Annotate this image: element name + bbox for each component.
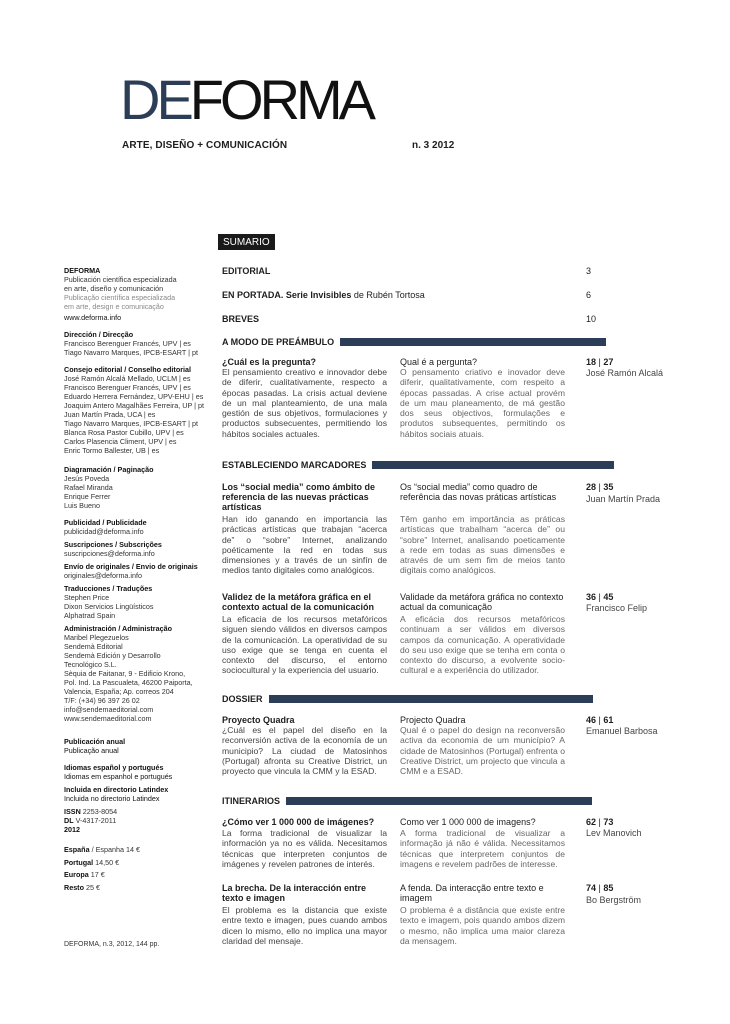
section-marcadores-label: ESTABLECIENDO MARCADORES <box>222 460 367 470</box>
consejo-item: Blanca Rosa Pastor Cubillo, UPV | es <box>64 428 184 437</box>
latindex-block <box>64 785 214 803</box>
article-1-body-pt: O pensamento criativo e inovador deve diferir, qualitativamente, com respeito a épocas passadas. A crise actual provém de um mau planeamento, de má gestão dos seus objectivos, formulações e produtos subsequentes, permitindo os hábitos sociais atuais. <box>400 367 565 439</box>
direccion-block <box>64 330 214 357</box>
toc-editorial: EDITORIAL <box>222 266 271 276</box>
pub-pt: Publicação anual <box>64 746 119 755</box>
traducciones-item: Dixon Servicios Lingüísticos <box>64 602 154 611</box>
price-es-sep: / <box>89 845 96 854</box>
sidebar-title: DEFORMA <box>64 266 101 275</box>
section-dossier <box>222 694 593 704</box>
sidebar-desc-es: Publicación científica especializada en arte, diseño y comunicación <box>64 275 177 293</box>
envio-email: originales@deforma.info <box>64 571 143 580</box>
article-5-title-es: ¿Cómo ver 1 000 000 de imágenes? <box>222 817 375 827</box>
year: 2012 <box>64 825 80 834</box>
article-6-pages: 74 | 85 <box>586 883 614 893</box>
consejo-item: Joaquim Antero Magalhães Ferreira, UP | pt <box>64 401 204 410</box>
idiomas-block <box>64 763 214 781</box>
article-2-title-es: Los “social media” como ámbito de referencia de las nuevas prácticas artísticas <box>222 482 376 512</box>
article-1-pages: 18 | 27 <box>586 357 614 367</box>
section-itinerarios-label: ITINERARIOS <box>222 796 281 806</box>
issn-block <box>64 807 214 834</box>
article-2-body-pt: Têm ganho em importância as práticas artísticas que trabalham “acerca de” ou “sobre” Internet, analisando poeticamente a rede em todas as suas dimensões e através de um sem fim de meios tanto digitais como analógicos. <box>400 514 565 576</box>
article-2-body-es: Han ido ganando en importancia las prácticas artísticas que trabajan “acerca de” o “sobre” Internet, analizando poéticamente la red en todas sus dimensiones y a través de un sinfín de medios tanto digitales como analógicos. <box>222 514 387 576</box>
prices-block <box>64 844 214 894</box>
article-5-pages: 62 | 73 <box>586 817 614 827</box>
issn-value: 2253-8054 <box>82 807 118 816</box>
toc-breves-page: 10 <box>586 314 597 324</box>
administracion-item: Maribel Plegezuelos <box>64 633 129 642</box>
article-4-body-es: ¿Cuál es el papel del diseño en la reconversión activa de la economía de un municipio? La ciudad de Matosinhos (Portugal) afronta su Creative District, un proyecto que vincula la CMM y la ESAD. <box>222 725 387 777</box>
section-bar <box>340 338 606 346</box>
price-es-label: España <box>64 845 90 854</box>
consejo-item: Juan Martín Prada, UCA | es <box>64 410 156 419</box>
sidebar <box>64 266 214 894</box>
diagramacion-block <box>64 465 214 510</box>
traducciones-label: Traducciones / Traduções <box>64 584 153 593</box>
article-5-body-es: La forma tradicional de visualizar la información ya no es válida. Necesitamos técnicas que interpreten conjuntos de imágenes y revelen patrones de interés. <box>222 828 387 869</box>
price-pt-label: Portugal <box>64 857 94 867</box>
traducciones-item: Alphatrad Spain <box>64 611 116 620</box>
article-5-author: Lev Manovich <box>586 828 642 838</box>
section-bar <box>269 695 593 703</box>
administracion-block <box>64 624 214 723</box>
direccion-item: Tiago Navarro Marques, IPCB-ESART | pt <box>64 348 198 357</box>
consejo-item: Enric Tormo Ballester, UB | es <box>64 446 160 455</box>
deforma-logo <box>120 68 373 131</box>
administracion-item: Valencia, España; Ap. correos 204 <box>64 687 174 696</box>
price-eu-label: Europa <box>64 870 89 879</box>
diagramacion-item: Luis Bueno <box>64 501 100 510</box>
pub-es: Publicación anual <box>64 737 126 746</box>
article-6-body-es: El problema es la distancia que existe entre texto e imagen, pues cuando ambos dicen lo mismo, ello no implica una mayor claridad del mensaje. <box>222 905 387 946</box>
dl-value: V-4317-2011 <box>75 816 117 825</box>
publicidad-block <box>64 518 214 536</box>
logo-forma: FORMA <box>189 68 373 131</box>
toc-breves: BREVES <box>222 314 260 324</box>
article-4-title-pt: Projecto Quadra <box>400 715 466 725</box>
publicidad-label: Publicidad / Publicidade <box>64 518 147 527</box>
logo-de: DE <box>120 68 190 131</box>
section-dossier-label: DOSSIER <box>222 694 263 704</box>
toc-editorial-page: 3 <box>586 266 592 276</box>
article-6-author: Bo Bergström <box>586 895 642 905</box>
article-1-body-es: El pensamiento creativo e innovador debe de diferir, cualitativamente, respecto a épocas pasadas. La crisis actual deviene de un mal planteamiento, de una mala gestión de sus objetivos, formulaciones y productos subsecuentes, permitiendo los hábitos sociales actuales. <box>222 367 387 439</box>
article-3-pages: 36 | 45 <box>586 592 614 602</box>
toc-portada-by: de Rubén Tortosa <box>351 290 425 300</box>
article-1-title-es: ¿Cuál es la pregunta? <box>222 357 317 367</box>
administracion-item: Sendemà Editorial <box>64 642 123 651</box>
tagline: ARTE, DISEÑO + COMUNICACIÓN <box>122 140 288 151</box>
article-2-pages: 28 | 35 <box>586 482 614 492</box>
price-es-value: Espanha 14 € <box>95 845 140 854</box>
direccion-label: Dirección / Direcção <box>64 330 134 339</box>
consejo-item: Tiago Navarro Marques, IPCB-ESART | pt <box>64 419 198 428</box>
sidebar-web: www.deforma.info <box>64 313 122 322</box>
price-pt-value: 14,50 € <box>95 857 120 867</box>
latindex-pt: Incluida no directorio Latindex <box>64 794 160 803</box>
article-1-title-pt: Qual é a pergunta? <box>400 357 478 367</box>
article-4-author: Emanuel Barbosa <box>586 726 658 736</box>
latindex-es: Incluida en directorio Latindex <box>64 785 169 794</box>
price-rest-label: Resto <box>64 882 84 892</box>
administracion-item: info@sendemaeditorial.com <box>64 705 154 714</box>
footer-note: DEFORMA, n.3, 2012, 144 pp. <box>64 941 160 948</box>
consejo-label: Consejo editorial / Conselho editorial <box>64 365 191 374</box>
section-bar <box>372 461 614 469</box>
issn-label: ISSN <box>64 807 81 816</box>
toc-portada-label: EN PORTADA. Serie Invisibles <box>222 290 352 300</box>
article-4-pages: 46 | 61 <box>586 715 614 725</box>
administracion-label: Administración / Administração <box>64 624 172 633</box>
administracion-item: www.sendemaeditorial.com <box>64 714 152 723</box>
sidebar-desc-pt: Publicação científica especializada em arte, design e comunicação <box>64 293 176 311</box>
administracion-item: Sendemà Edición y Desarrollo <box>64 651 161 660</box>
consejo-item: Francisco Berenguer Francés, UPV | es <box>64 383 191 392</box>
article-6-title-pt: A fenda. Da interacção entre texto e imagem <box>400 883 544 903</box>
section-marcadores <box>222 460 614 470</box>
administracion-item: Pol. Ind. La Pascualeta, 46200 Paiporta, <box>64 678 193 687</box>
consejo-block <box>64 365 214 455</box>
diagramacion-item: Rafael Miranda <box>64 483 113 492</box>
idiomas-es: Idiomas español y portugués <box>64 763 164 772</box>
envio-block <box>64 562 214 580</box>
article-2-title-pt: Os “social media” como quadro de referência das novas práticas artísticas <box>400 482 557 502</box>
article-5-title-pt: Como ver 1 000 000 de imagens? <box>400 817 536 827</box>
administracion-item: T/F: (+34) 96 397 26 02 <box>64 696 140 705</box>
section-preambulo <box>222 337 606 347</box>
price-rest-value: 25 € <box>85 882 100 892</box>
suscripciones-block <box>64 540 214 558</box>
idiomas-pt: Idiomas em espanhol e portugués <box>64 772 173 781</box>
suscripciones-email: suscripciones@deforma.info <box>64 549 155 558</box>
article-3-author: Francisco Felip <box>586 603 648 613</box>
pub-block <box>64 737 214 755</box>
article-6-title-es: La brecha. De la interacción entre texto e imagen <box>222 883 367 903</box>
article-3-title-pt: Validade da metáfora gráfica no contexto actual da comunicação <box>400 592 564 612</box>
consejo-item: Carlos Plasencia Climent, UPV | es <box>64 437 177 446</box>
diagramacion-item: Jesús Poveda <box>64 474 110 483</box>
article-6-body-pt: O problema é a distância que existe entre texto e imagem, pois quando ambos dizem o mesmo, não implica uma maior clareza da mensagem. <box>400 905 565 946</box>
section-itinerarios <box>222 796 592 806</box>
administracion-item: Sèquia de Faitanar, 9 - Edificio Krono, <box>64 669 186 678</box>
traducciones-item: Stephen Price <box>64 593 110 602</box>
article-1-author: José Ramón Alcalá <box>586 368 664 378</box>
toc-portada-page: 6 <box>586 290 592 300</box>
consejo-item: José Ramón Alcalá Mellado, UCLM | es <box>64 374 191 383</box>
diagramacion-label: Diagramación / Paginação <box>64 465 154 474</box>
price-eu-value: 17 € <box>90 870 105 879</box>
article-4-title-es: Proyecto Quadra <box>222 715 295 725</box>
envio-label: Envío de originales / Envio de originais <box>64 562 198 571</box>
section-preambulo-label: A MODO DE PREÁMBULO <box>222 337 335 347</box>
suscripciones-label: Suscripciones / Subscrições <box>64 540 162 549</box>
article-4-body-pt: Qual é o papel do design na reconversão activa da economia de um município? A cidade de Matosinhos (Portugal) enfrenta o Creative District, um projecto que vincula a CMM e a ESAD. <box>400 725 565 777</box>
issue-number: n. 3 2012 <box>412 140 455 151</box>
article-3-body-es: La eficacia de los recursos metafóricos siguen siendo válidos en diversos campos de la comunicación. La operatividad de su uso exige que se tenga en cuenta el contexto del discurso, el entorno sociocultural y la experiencia del usuario. <box>222 614 387 676</box>
toc-portada <box>222 290 425 300</box>
article-5-body-pt: A forma tradicional de visualizar a informação já não é válida. Necessitamos técnicas que interpretem conjuntos de imagens e revelem padrões de interesse. <box>400 828 565 869</box>
dl-label: DL <box>64 816 74 825</box>
direccion-item: Francisco Berenguer Francés, UPV | es <box>64 339 191 348</box>
article-2-author: Juan Martín Prada <box>586 494 661 504</box>
section-bar <box>286 797 592 805</box>
article-3-body-pt: A eficácia dos recursos metafóricos continuam a ser válidos em diversos campos da comunicação. A operatividade do seu uso exige que se tenha em conta o contexto do discurso, a evolvente socio-cultural e a experiência do utilizador. <box>400 614 565 676</box>
article-3-title-es: Validez de la metáfora gráfica en el contexto actual de la comunicación <box>222 592 375 612</box>
diagramacion-item: Enrique Ferrer <box>64 492 111 501</box>
administracion-item: Tecnológico S.L. <box>64 660 117 669</box>
sidebar-intro <box>64 266 214 322</box>
sumario-label: SUMARIO <box>218 234 275 250</box>
consejo-item: Eduardo Herrera Fernández, UPV-EHU | es <box>64 392 204 401</box>
publicidad-email: publicidad@deforma.info <box>64 527 144 536</box>
traducciones-block <box>64 584 214 620</box>
